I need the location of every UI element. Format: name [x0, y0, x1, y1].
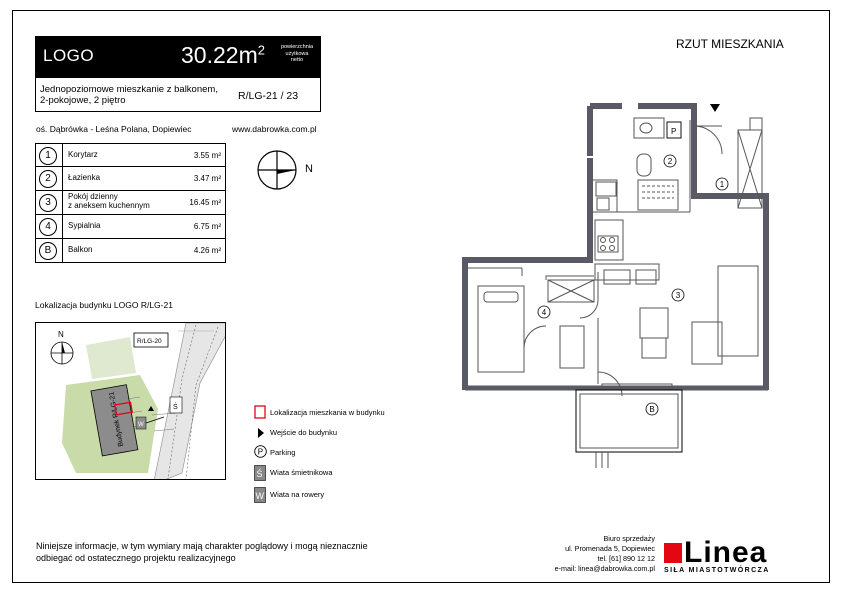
usable-area — [181, 42, 265, 69]
legend-text: Lokalizacja mieszkania w budynku — [270, 408, 385, 417]
red-square-icon — [254, 405, 266, 419]
trash-shelter-marker: Ś — [173, 404, 178, 411]
plan-title: RZUT MIESZKANIA — [676, 37, 784, 51]
rooms-table — [35, 143, 226, 263]
entrance-arrow-icon — [255, 427, 267, 439]
svg-text:P: P — [257, 447, 264, 457]
room-area: 4.26 m² — [193, 246, 221, 255]
bike-shelter-marker: W — [138, 422, 144, 428]
description-text — [40, 84, 230, 106]
table-row — [35, 191, 226, 215]
room-name: Korytarz — [68, 150, 98, 159]
office-line: ul. Promenada 5, Dopiewiec — [565, 544, 655, 553]
room-name: Balkon — [68, 245, 93, 254]
office-email[interactable]: e-mail: linea@dabrowka.com.pl — [554, 564, 655, 573]
area-note-line: powierzchnia — [280, 44, 314, 50]
apartment-code: R/LG-21 / 23 — [238, 90, 299, 102]
location-map — [35, 322, 226, 480]
area-note-line: użytkowa — [285, 50, 309, 57]
room-label-4: 4 — [541, 308, 547, 317]
legend-text: Wejście do budynku — [270, 428, 337, 437]
compass-north-label: N — [305, 163, 313, 175]
brand-tagline: SIŁA MIASTOTWÓRCZA — [664, 567, 770, 574]
room-number: 2 — [39, 170, 57, 188]
address: oś. Dąbrówka - Leśna Polana, Dopiewiec — [36, 124, 192, 134]
office-line: Biuro sprzedaży — [603, 534, 655, 543]
disclaimer-line: Niniejsze informacje, w tym wymiary mają charakter poglądowy i mogą nieznacznie — [36, 541, 368, 551]
site-map — [36, 323, 226, 480]
building-label: Budynek R/LG-21 — [108, 391, 125, 448]
svg-text:W: W — [255, 491, 264, 501]
table-row — [35, 143, 226, 167]
area-unit-sup: 2 — [257, 42, 265, 58]
room-label-b: B — [649, 405, 655, 414]
description-line: 2-pokojowe, 2 piętro — [40, 95, 126, 106]
website-link[interactable]: www.dabrowka.com.pl — [232, 124, 317, 134]
room-number: 1 — [39, 147, 57, 165]
legend-text: Parking — [270, 448, 296, 457]
room-name-line: z aneksem kuchennym — [68, 201, 150, 210]
parking-mark: P — [671, 127, 677, 136]
description-line: Jednopoziomowe mieszkanie z balkonem, — [40, 84, 218, 95]
disclaimer — [36, 540, 368, 564]
trash-shelter-icon — [254, 465, 266, 481]
room-number: 4 — [39, 218, 57, 236]
brand-red-square — [664, 543, 682, 563]
room-area: 16.45 m² — [189, 198, 221, 207]
room-name: Sypialnia — [68, 221, 101, 230]
room-name-line: Pokój dzienny — [68, 192, 118, 201]
entrance-arrow-icon — [710, 104, 720, 112]
room-label-3: 3 — [675, 291, 681, 300]
area-note — [275, 44, 319, 64]
table-row — [35, 215, 226, 239]
floor-plan — [462, 100, 782, 470]
legend-text: Wiata na rowery — [270, 490, 325, 499]
table-row — [35, 167, 226, 191]
area-unit: m — [238, 42, 258, 68]
disclaimer-line: odbiegać od ostatecznego projektu realizacyjnego — [36, 553, 236, 563]
sales-office — [520, 534, 655, 574]
legend-text: Wiata śmietnikowa — [270, 468, 333, 477]
neighbor-building-label: R/LG-20 — [137, 338, 162, 345]
svg-text:Ś: Ś — [256, 469, 263, 479]
brand-logo — [664, 538, 770, 574]
room-number: 3 — [39, 194, 57, 212]
room-area: 6.75 m² — [193, 222, 221, 231]
compass-icon — [256, 147, 302, 193]
room-name: Łazienka — [68, 173, 101, 182]
room-label-1: 1 — [719, 180, 725, 189]
area-value: 30.22 — [181, 42, 239, 68]
table-row — [35, 239, 226, 263]
brand-name: Linea — [684, 536, 768, 569]
room-area: 3.47 m² — [193, 174, 221, 183]
location-title: Lokalizacja budynku LOGO R/LG-21 — [35, 300, 173, 310]
header-box — [35, 36, 321, 78]
office-line: tel. [61] 890 12 12 — [597, 554, 655, 563]
header-logo: LOGO — [43, 46, 95, 65]
apartment-description — [35, 78, 321, 112]
room-name — [68, 192, 178, 210]
parking-icon — [254, 445, 267, 458]
map-north-label: N — [58, 330, 64, 339]
room-number: B — [39, 242, 57, 260]
room-area: 3.55 m² — [193, 151, 221, 160]
area-note-line: netto — [290, 57, 304, 63]
room-label-2: 2 — [667, 157, 673, 166]
bike-shelter-icon — [254, 487, 266, 503]
